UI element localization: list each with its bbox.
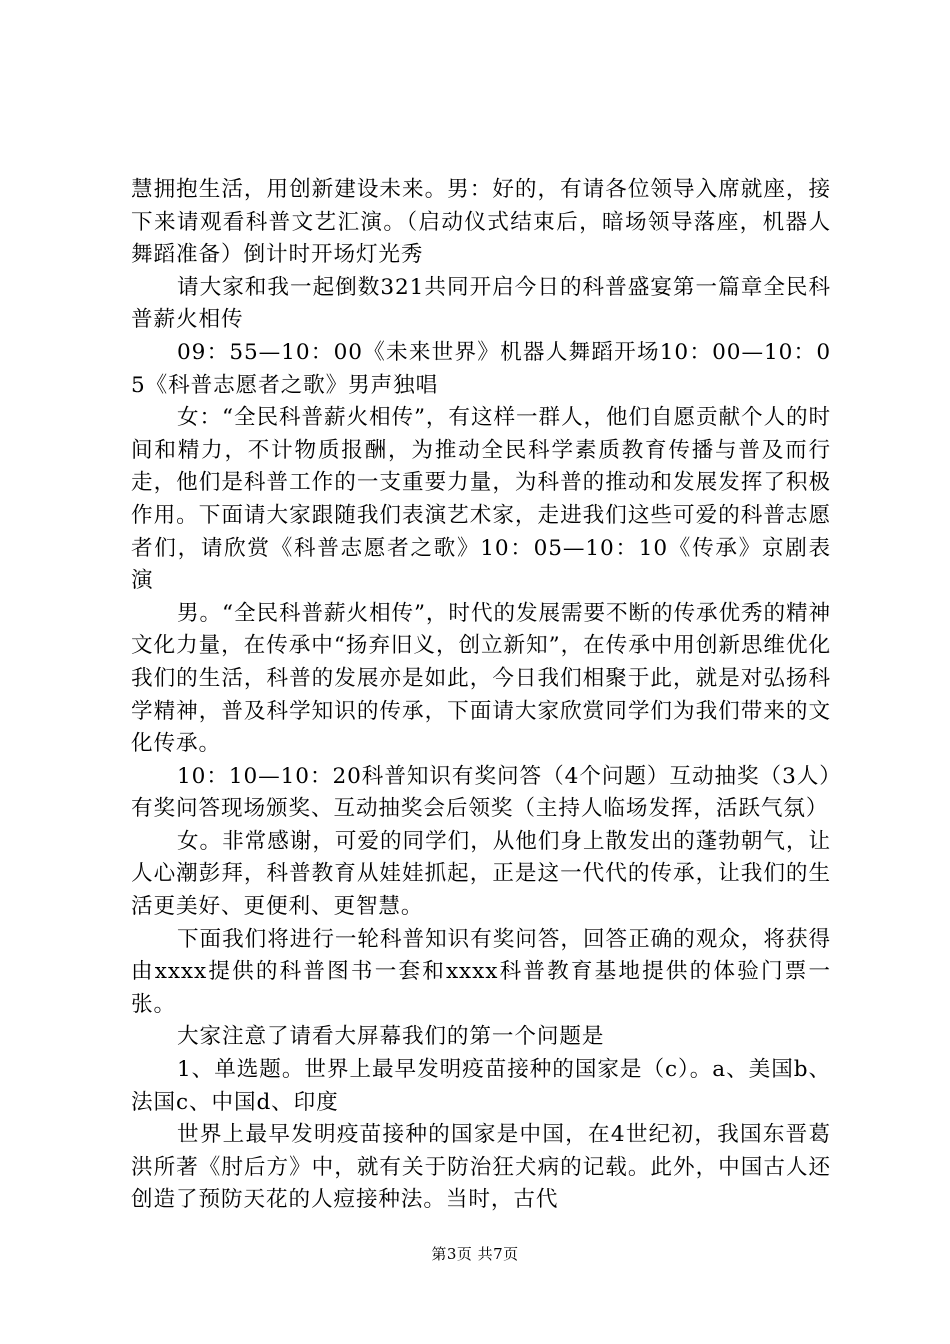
paragraph-quiz-intro: 下面我们将进行一轮科普知识有奖问答，回答正确的观众，将获得由xxxx提供的科普图书一套和xxxx科普教育基地提供的体验门票一张。 [131,926,831,1017]
paragraph-continuation: 慧拥抱生活，用创新建设未来。男：好的，有请各位领导入席就座，接下来请观看科普文艺汇演。（启动仪式结束后，暗场领导落座，机器人舞蹈准备）倒计时开场灯光秀 [131,177,831,268]
paragraph-countdown: 请大家和我一起倒数321共同开启今日的科普盛宴第一篇章全民科普薪火相传 [131,274,831,333]
document-body [131,174,831,1217]
paragraph-female-host-thanks: 女。非常感谢，可爱的同学们，从他们身上散发出的蓬勃朝气，让人心潮彭拜，科普教育从娃娃抓起，正是这一代代的传承，让我们的生活更美好、更便利、更智慧。 [131,828,831,920]
page-number-footer: 第3页 共7页 [431,1245,519,1263]
paragraph-question-1: 1、单选题。世界上最早发明疫苗接种的国家是（c）。a、美国b、法国c、中国d、印度 [131,1057,831,1115]
paragraph-answer-explanation: 世界上最早发明疫苗接种的国家是中国，在4世纪初，我国东晋葛洪所著《肘后方》中，就有关于防治狂犬病的记载。此外，中国古人还创造了预防天花的人痘接种法。当时，古代 [131,1122,831,1213]
paragraph-male-host-inheritance: 男。“全民科普薪火相传”，时代的发展需要不断的传承优秀的精神文化力量，在传承中“扬弃旧义，创立新知”，在传承中用创新思维优化我们的生活，科普的发展亦是如此，今日我们相聚于此，就是对弘扬科学精神，普及科学知识的传承，下面请大家欣赏同学们为我们带来的文化传承。 [131,600,831,757]
paragraph-schedule-robot-dance: 09：55—10：00《未来世界》机器人舞蹈开场10：00—10：05《科普志愿者之歌》男声独唱 [131,339,831,398]
paragraph-first-question-prompt: 大家注意了请看大屏幕我们的第一个问题是 [177,1024,605,1050]
paragraph-schedule-quiz: 10：10—10：20科普知识有奖问答（4个问题）互动抽奖（3人）有奖问答现场颁奖、互动抽奖会后领奖（主持人临场发挥，活跃气氛） [131,763,831,822]
paragraph-female-host-volunteers: 女：“全民科普薪火相传”，有这样一群人，他们自愿贡献个人的时间和精力，不计物质报酬，为推动全民科学素质教育传播与普及而行走，他们是科普工作的一支重要力量，为科普的推动和发展发挥了积极作用。下面请大家跟随我们表演艺术家，走进我们这些可爱的科普志愿者们，请欣赏《科普志愿者之歌》10：05—10：10《传承》京剧表演 [131,405,831,594]
